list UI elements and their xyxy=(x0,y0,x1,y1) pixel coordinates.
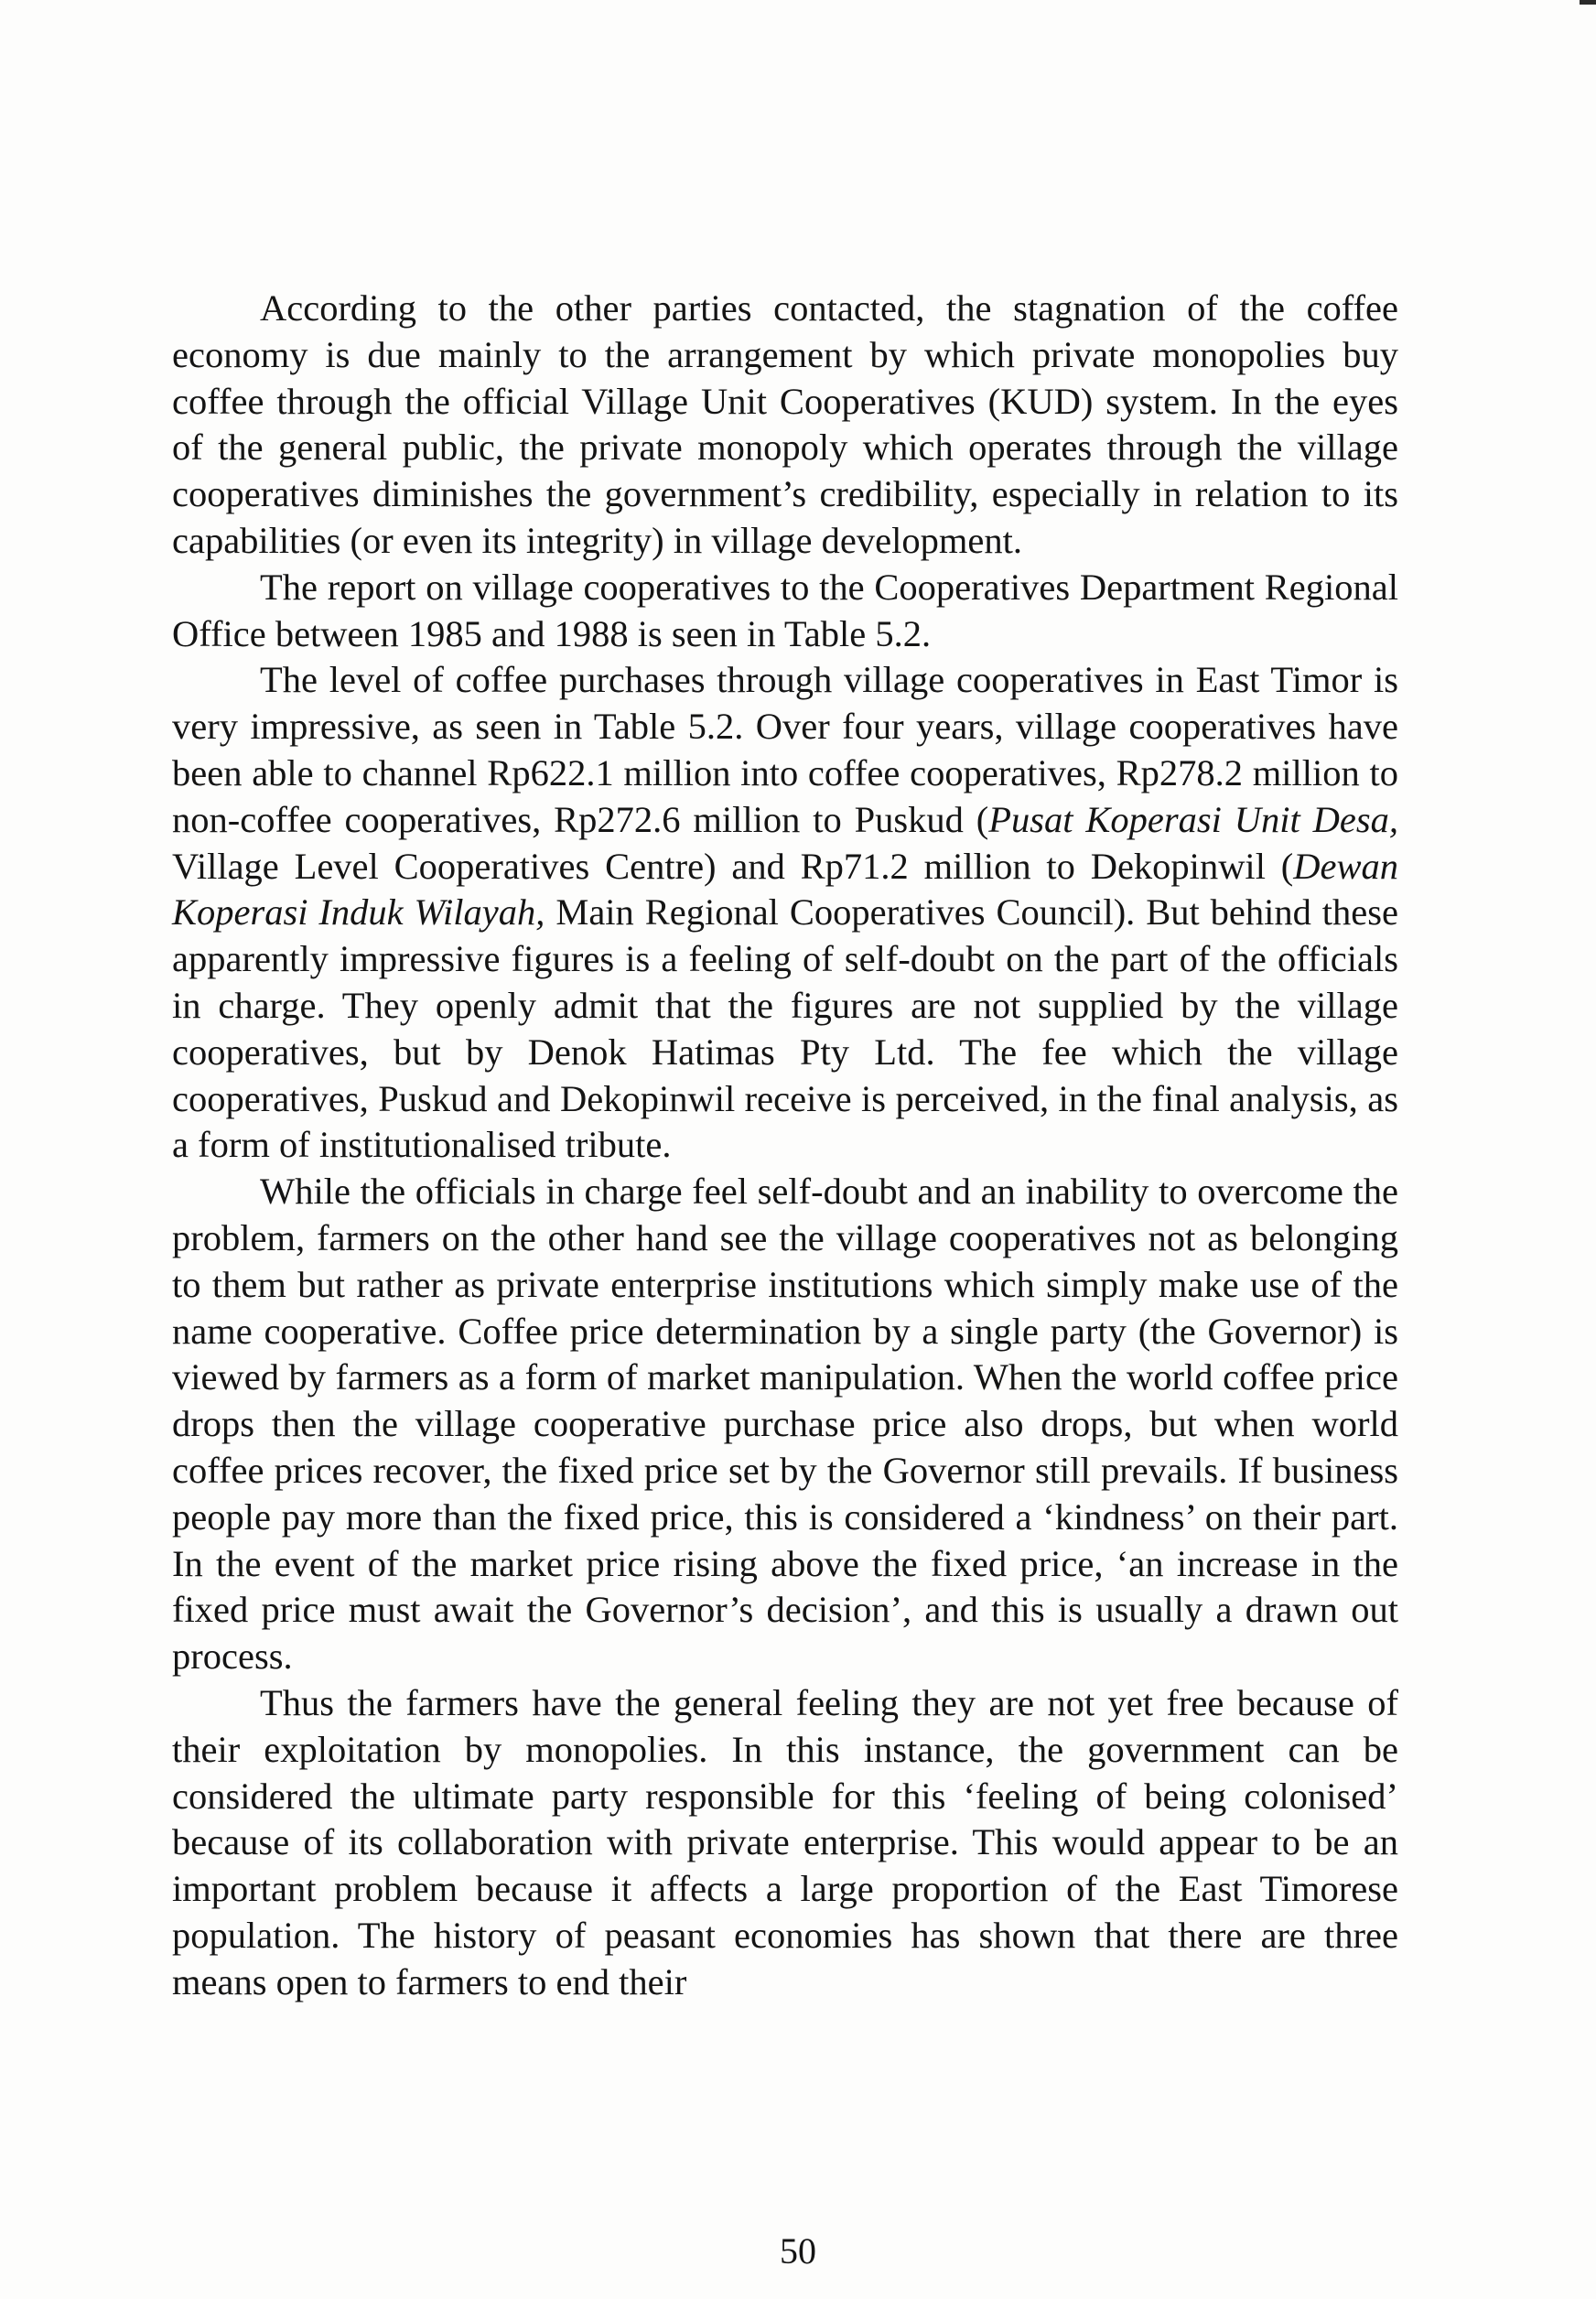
paragraph-2: The report on village cooperatives to the Cooperatives Department Regional Office between 1985 and 1988 is seen in Table 5.2. xyxy=(172,566,1398,654)
page-number: 50 xyxy=(780,2230,816,2272)
scan-corner-mark xyxy=(1580,0,1596,5)
paragraph-5: Thus the farmers have the general feeling they are not yet free because of their exploitation by monopolies. In this instance, the government can be considered the ultimate party responsible for this ‘feeling of being colonised’ because of its collaboration with private enterprise. This would appear to be an important problem because it affects a large proportion of the East Timorese population. The history of peasant economies has shown that there are three means open to farmers to end their xyxy=(172,1681,1398,2002)
paragraph-4: While the officials in charge feel self-doubt and an inability to overcome the problem, farmers on the other hand see the village cooperatives not as belonging to them but rather as private enterprise institutions which simply make use of the name cooperative. Coffee price determination by a single party (the Governor) is viewed by farmers as a form of market manipulation. When the world coffee price drops then the village cooperative purchase price also drops, but when world coffee prices recover, the fixed price set by the Governor still prevails. If business people pay more than the fixed price, this is considered a ‘kindness’ on their part. In the event of the market price rising above the fixed price, ‘an increase in the fixed price must await the Governor’s decision’, and this is usually a drawn out process. xyxy=(172,1171,1398,1678)
dekopinwil-term: Dewan Koperasi Induk Wilayah, xyxy=(172,845,1398,934)
paragraph-3-text-2: Village Level Cooperatives Centre) and Rp71.2 million to Dekopinwil ( xyxy=(172,845,1294,887)
body-text xyxy=(172,286,1398,2005)
paragraph-3 xyxy=(172,657,1398,1169)
paragraph-1: According to the other parties contacted, the stagnation of the coffee economy is due mainly to the arrangement by which private monopolies buy coffee through the official Village Unit Cooperatives (KUD) system. In the eyes of the general public, the private monopoly which operates through the village cooperatives diminishes the government’s credibility, especially in relation to its capabilities (or even its integrity) in village development. xyxy=(172,287,1398,561)
paragraph-3-text-1: The level of coffee purchases through village cooperatives in East Timor is very impressive, as seen in Table 5.2. Over four years, village cooperatives have been able to channel Rp622.1 million into coffee cooperatives, Rp278.2 million to non-coffee cooperatives, Rp272.6 million to Puskud ( xyxy=(172,659,1398,840)
paragraph-3-text-3: Main Regional Cooperatives Council). But behind these apparently impressive figures is a feeling of self-doubt on the part of the officials in charge. They openly admit that the figures are not supplied by the village cooperatives, but by Denok Hatimas Pty Ltd. The fee which the village cooperatives, Puskud and Dekopinwil receive is perceived, in the final analysis, as a form of institutionalised tribute. xyxy=(172,891,1398,1166)
puskud-term: Pusat Koperasi Unit Desa, xyxy=(988,798,1398,840)
